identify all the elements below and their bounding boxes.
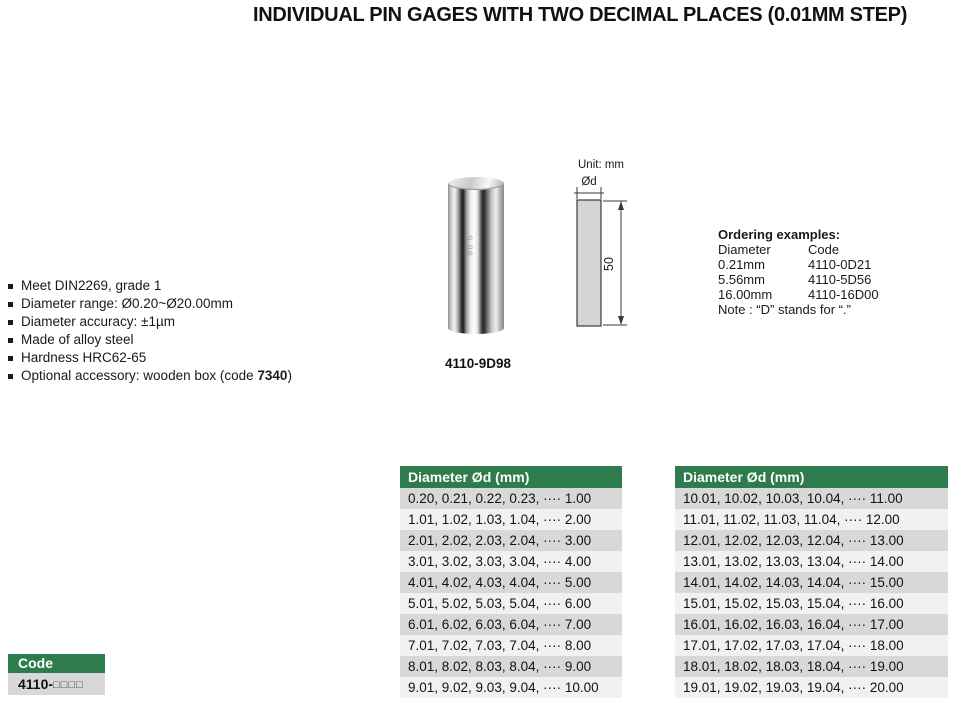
list-item xyxy=(8,367,292,385)
bullet-square-icon xyxy=(8,302,13,307)
table-row: 1.01, 1.02, 1.03, 1.04, ···· 2.00 xyxy=(400,509,622,530)
page-title: INDIVIDUAL PIN GAGES WITH TWO DECIMAL PLACES (0.01MM STEP) xyxy=(252,4,908,26)
model-code-label: 4110-9D98 xyxy=(444,356,512,371)
table-row: 4.01, 4.02, 4.03, 4.04, ···· 5.00 xyxy=(400,572,622,593)
table-row: 0.20, 0.21, 0.22, 0.23, ···· 1.00 xyxy=(400,488,622,509)
length-dim-label: 50 xyxy=(602,257,616,271)
list-item xyxy=(8,313,292,331)
table-row: 10.01, 10.02, 10.03, 10.04, ···· 11.00 xyxy=(675,488,948,509)
pin-gage-photo xyxy=(448,183,504,334)
ordering-examples xyxy=(718,227,879,317)
diameter-dim-label: Ød xyxy=(581,176,597,188)
feature-text: Meet DIN2269, grade 1 xyxy=(21,278,162,293)
unit-label: Unit: mm xyxy=(578,159,624,171)
table-row: 18.01, 18.02, 18.03, 18.04, ···· 19.00 xyxy=(675,656,948,677)
ordering-note: Note : “D” stands for “.” xyxy=(718,302,851,317)
table-row: 2.01, 2.02, 2.03, 2.04, ···· 3.00 xyxy=(400,530,622,551)
ordering-row: 16.00mm 4110-16D00 xyxy=(718,287,879,302)
feature-text: Optional accessory: wooden box (code 7340) xyxy=(21,368,292,383)
bullet-square-icon xyxy=(8,320,13,325)
table-header: Diameter Ød (mm) xyxy=(400,466,622,488)
bullet-square-icon xyxy=(8,284,13,289)
ordering-row: 5.56mm 4110-5D56 xyxy=(718,272,872,287)
table-row: 13.01, 13.02, 13.03, 13.04, ···· 14.00 xyxy=(675,551,948,572)
table-row: 5.01, 5.02, 5.03, 5.04, ···· 6.00 xyxy=(400,593,622,614)
ordering-columns-row xyxy=(718,242,879,257)
dimension-drawing xyxy=(560,153,652,345)
table-row: 14.01, 14.02, 14.03, 14.04, ···· 15.00 xyxy=(675,572,948,593)
bullet-square-icon xyxy=(8,374,13,379)
table-row: 6.01, 6.02, 6.03, 6.04, ···· 7.00 xyxy=(400,614,622,635)
pin-marking-text: 9.98 xyxy=(463,235,474,257)
table-row: 12.01, 12.02, 12.03, 12.04, ···· 13.00 xyxy=(675,530,948,551)
feature-text: Diameter accuracy: ±1µm xyxy=(21,314,175,329)
table-row: 7.01, 7.02, 7.03, 7.04, ···· 8.00 xyxy=(400,635,622,656)
code-digit-placeholders: □□□□ xyxy=(53,679,84,691)
bullet-square-icon xyxy=(8,338,13,343)
code-box-header: Code xyxy=(8,654,105,673)
ordering-col-diameter: Diameter xyxy=(718,242,771,257)
table-row: 8.01, 8.02, 8.03, 8.04, ···· 9.00 xyxy=(400,656,622,677)
feature-list xyxy=(8,277,292,385)
code-box xyxy=(8,654,105,695)
table-row: 9.01, 9.02, 9.03, 9.04, ···· 10.00 xyxy=(400,677,622,698)
list-item xyxy=(8,331,292,349)
pin-gage-photo-top xyxy=(448,177,504,190)
diameter-table-left xyxy=(400,466,622,698)
feature-text: Diameter range: Ø0.20~Ø20.00mm xyxy=(21,296,233,311)
bullet-square-icon xyxy=(8,356,13,361)
ordering-col-code: Code xyxy=(808,242,840,257)
list-item xyxy=(8,277,292,295)
list-item xyxy=(8,349,292,367)
diameter-table-right xyxy=(675,466,948,698)
table-row: 11.01, 11.02, 11.03, 11.04, ···· 12.00 xyxy=(675,509,948,530)
feature-text: Hardness HRC62-65 xyxy=(21,350,147,365)
table-row: 19.01, 19.02, 19.03, 19.04, ···· 20.00 xyxy=(675,677,948,698)
table-row: 17.01, 17.02, 17.03, 17.04, ···· 18.00 xyxy=(675,635,948,656)
list-item xyxy=(8,295,292,313)
gage-outline-rect xyxy=(577,200,601,326)
feature-text: Made of alloy steel xyxy=(21,332,134,347)
table-row: 3.01, 3.02, 3.03, 3.04, ···· 4.00 xyxy=(400,551,622,572)
table-row: 16.01, 16.02, 16.03, 16.04, ···· 17.00 xyxy=(675,614,948,635)
table-row: 15.01, 15.02, 15.03, 15.04, ···· 16.00 xyxy=(675,593,948,614)
ordering-heading: Ordering examples: xyxy=(718,227,841,242)
code-pattern: 4110-□□□□ xyxy=(8,673,105,695)
table-header: Diameter Ød (mm) xyxy=(675,466,948,488)
ordering-row: 0.21mm 4110-0D21 xyxy=(718,257,872,272)
